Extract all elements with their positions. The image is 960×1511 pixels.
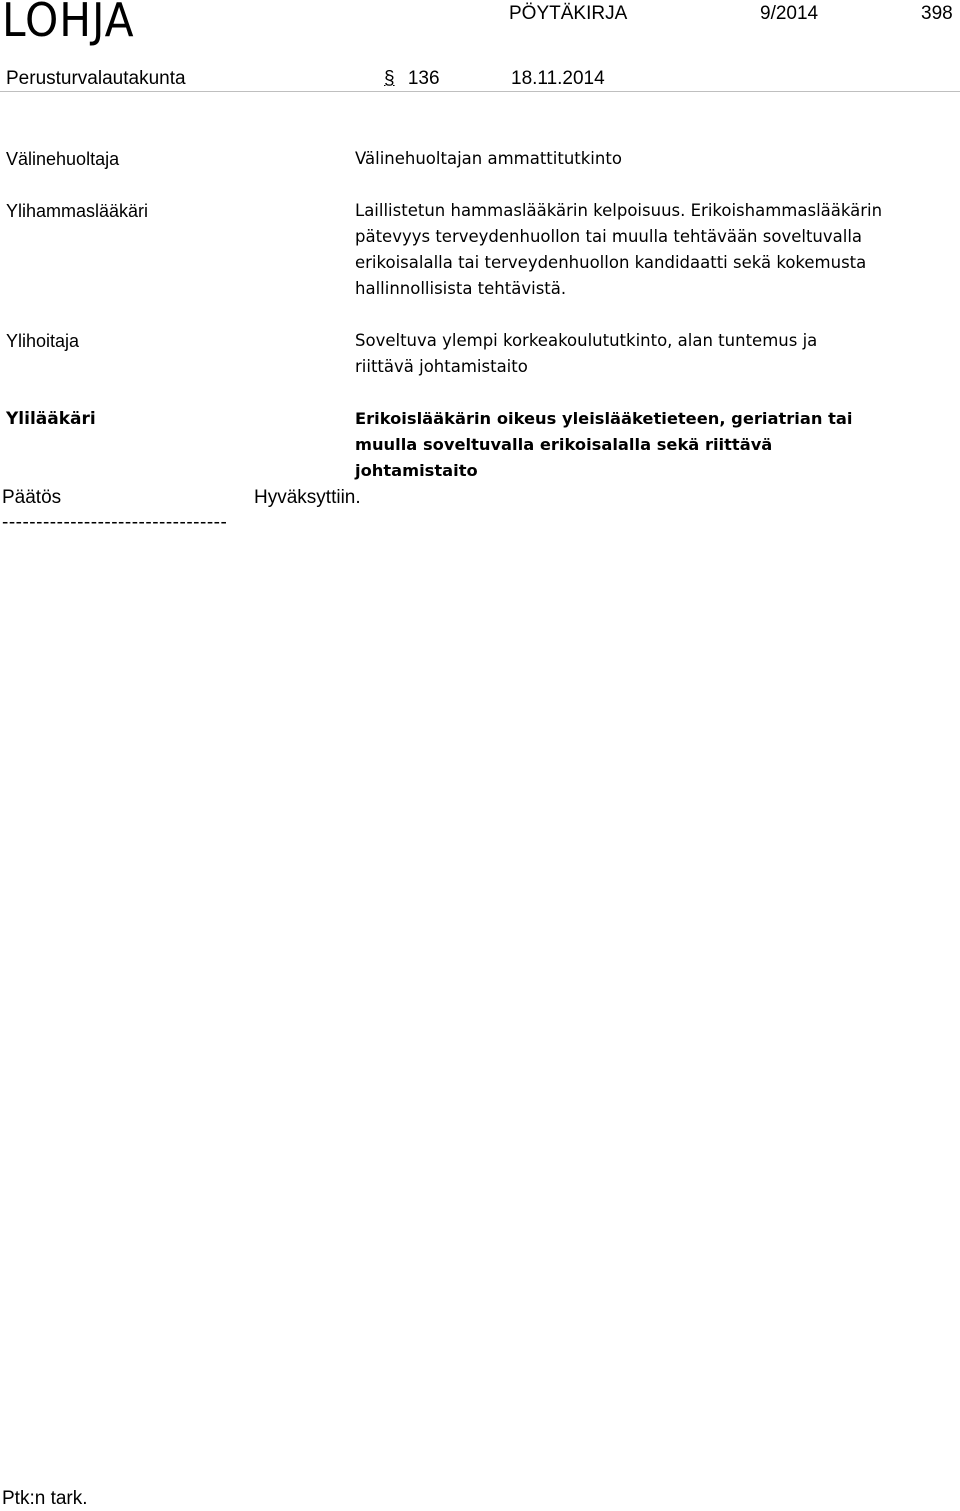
position-title: Välinehuoltaja — [6, 149, 120, 169]
decision-text: Hyväksyttiin. — [254, 487, 361, 508]
lohja-logo: LOHJA — [2, 0, 135, 47]
position-requirement: Erikoislääkärin oikeus yleislääketieteen, geriatrian tai muulla soveltuvalla erikoisalalla sekä riittävä johtamistaito — [355, 409, 853, 480]
footer-checker-note: Ptk:n tark. — [2, 1488, 88, 1509]
position-requirement: Soveltuva ylempi korkeakoulututkinto, alan tuntemus ja riittävä johtamistaito — [355, 331, 818, 376]
committee-name: Perusturvalautakunta — [6, 68, 186, 89]
section-number: 136 — [407, 68, 440, 89]
header-divider — [0, 91, 960, 92]
doc-number: 9/2014 — [760, 3, 819, 24]
position-title: Ylihammaslääkäri — [6, 201, 149, 221]
position-title: Ylilääkäri — [6, 409, 96, 429]
page-number: 398 — [921, 3, 953, 24]
separator-line: --------------------------------- — [2, 512, 228, 533]
section-icon: § — [384, 68, 395, 89]
position-requirement: Välinehuoltajan ammattitutkinto — [355, 149, 622, 168]
decision-label: Päätös — [2, 487, 62, 508]
section-marker — [384, 67, 440, 91]
doc-type: PÖYTÄKIRJA — [509, 3, 628, 24]
position-requirement: Laillistetun hammaslääkärin kelpoisuus. Erikoishammaslääkärin pätevyys terveydenhuollon tai muulla tehtävään soveltuvalla erikoisalalla tai terveydenhuollon kandidaatti sekä kokemusta hallinnollisista tehtävistä. — [355, 201, 883, 298]
position-title: Ylihoitaja — [6, 331, 80, 351]
meeting-date: 18.11.2014 — [511, 68, 605, 89]
